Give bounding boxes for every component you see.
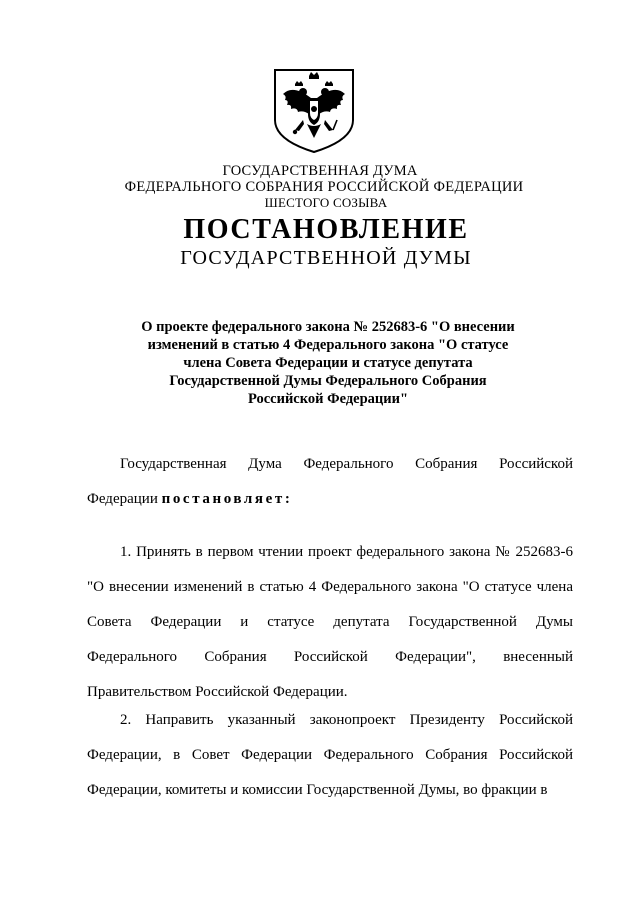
resolution-item-1: 1. Принять в первом чтении проект федерального закона № 252683-6 "О внесении изменений в статью 4 Федерального закона "О статусе члена Совета Федерации и статусе депутата Государственной Думы Федерального Собрания Российской Федерации", внесенный Правительством Российской Федерации. — [87, 544, 573, 700]
resolution-item-2: 2. Направить указанный законопроект Президенту Российской Федерации, в Совет Федерации Федерального Собрания Российской Федерации, комитеты и комиссии Государственной Думы, во фракции в — [87, 712, 573, 798]
convocation-label: ШЕСТОГО СОЗЫВА — [264, 195, 388, 210]
preamble-verb: постановляет: — [161, 491, 293, 507]
subject-line-2: изменений в статью 4 Федерального закона "О статусе — [147, 337, 509, 353]
document-type-title: ПОСТАНОВЛЕНИЕ — [183, 214, 469, 245]
org-name-line-1: ГОСУДАРСТВЕННАЯ ДУМА — [222, 163, 418, 179]
preamble-paragraph — [87, 447, 573, 517]
subject-line-4: Государственной Думы Федерального Собрания — [169, 373, 487, 389]
subject-line-3: члена Совета Федерации и статусе депутата — [183, 355, 473, 371]
document-type-subtitle: ГОСУДАРСТВЕННОЙ ДУМЫ — [180, 247, 472, 269]
org-name-line-2: ФЕДЕРАЛЬНОГО СОБРАНИЯ РОССИЙСКОЙ ФЕДЕРАЦИИ — [124, 179, 524, 195]
coat-of-arms-icon — [273, 68, 355, 154]
subject-line-5: Российской Федерации" — [247, 391, 409, 407]
preamble-text: Государственная Дума Федерального Собрания Российской Федерации — [87, 456, 573, 507]
document-subject — [100, 318, 556, 408]
subject-line-1: О проекте федерального закона № 252683-6 "О внесении — [141, 319, 515, 335]
